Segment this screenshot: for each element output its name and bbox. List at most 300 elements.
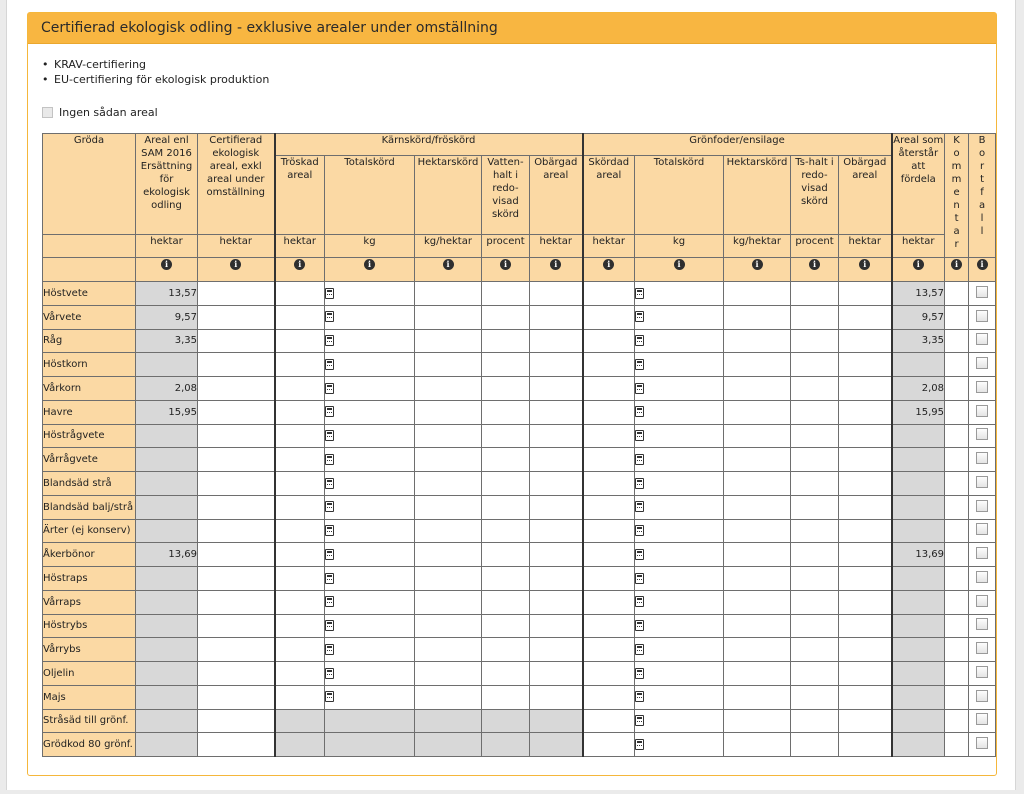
k-vattenhalt-input[interactable]	[482, 567, 530, 591]
g-hektarskord-input[interactable]	[724, 567, 791, 591]
g-totalskord-input[interactable]	[635, 709, 724, 733]
g-tshalt-input[interactable]	[791, 400, 839, 424]
k-vattenhalt-input[interactable]	[482, 305, 530, 329]
k-hektarskord-input[interactable]	[415, 282, 482, 306]
g-totalskord-input[interactable]	[635, 448, 724, 472]
g-skordad-input[interactable]	[583, 377, 635, 401]
k-troskad-input[interactable]	[275, 590, 325, 614]
cert-areal-input[interactable]	[198, 519, 275, 543]
g-hektarskord-input[interactable]	[724, 638, 791, 662]
k-obargad-input[interactable]	[530, 472, 583, 496]
calculator-icon[interactable]	[635, 573, 644, 584]
kommentar-input[interactable]	[945, 662, 969, 686]
g-hektarskord-input[interactable]	[724, 329, 791, 353]
k-hektarskord-input[interactable]	[415, 377, 482, 401]
g-hektarskord-input[interactable]	[724, 353, 791, 377]
g-totalskord-input[interactable]	[635, 590, 724, 614]
k-troskad-input[interactable]	[275, 543, 325, 567]
k-totalskord-input[interactable]	[325, 519, 415, 543]
g-totalskord-input[interactable]	[635, 495, 724, 519]
g-hektarskord-input[interactable]	[724, 448, 791, 472]
info-icon[interactable]: i	[951, 259, 962, 270]
k-vattenhalt-input[interactable]	[482, 400, 530, 424]
k-hektarskord-input[interactable]	[415, 567, 482, 591]
kommentar-input[interactable]	[945, 353, 969, 377]
bortfall-cell[interactable]	[969, 329, 996, 353]
g-obargad-input[interactable]	[839, 567, 892, 591]
k-obargad-input[interactable]	[530, 638, 583, 662]
bortfall-cell[interactable]	[969, 543, 996, 567]
info-icon[interactable]: i	[161, 259, 172, 270]
g-skordad-input[interactable]	[583, 638, 635, 662]
calculator-icon[interactable]	[635, 478, 644, 489]
g-obargad-input[interactable]	[839, 519, 892, 543]
k-totalskord-input[interactable]	[325, 282, 415, 306]
g-totalskord-input[interactable]	[635, 614, 724, 638]
cert-areal-input[interactable]	[198, 495, 275, 519]
k-troskad-input[interactable]	[275, 305, 325, 329]
kommentar-input[interactable]	[945, 733, 969, 757]
g-tshalt-input[interactable]	[791, 733, 839, 757]
g-totalskord-input[interactable]	[635, 685, 724, 709]
calculator-icon[interactable]	[325, 525, 334, 536]
g-skordad-input[interactable]	[583, 685, 635, 709]
g-totalskord-input[interactable]	[635, 543, 724, 567]
g-skordad-input[interactable]	[583, 614, 635, 638]
g-obargad-input[interactable]	[839, 400, 892, 424]
info-icon[interactable]: i	[294, 259, 305, 270]
bortfall-checkbox[interactable]	[976, 286, 988, 298]
k-troskad-input[interactable]	[275, 448, 325, 472]
kommentar-input[interactable]	[945, 305, 969, 329]
k-obargad-input[interactable]	[530, 614, 583, 638]
bortfall-cell[interactable]	[969, 614, 996, 638]
g-tshalt-input[interactable]	[791, 472, 839, 496]
calculator-icon[interactable]	[635, 501, 644, 512]
k-hektarskord-input[interactable]	[415, 472, 482, 496]
k-vattenhalt-input[interactable]	[482, 638, 530, 662]
g-totalskord-input[interactable]	[635, 638, 724, 662]
k-hektarskord-input[interactable]	[415, 400, 482, 424]
g-skordad-input[interactable]	[583, 733, 635, 757]
k-obargad-input[interactable]	[530, 519, 583, 543]
k-obargad-input[interactable]	[530, 282, 583, 306]
g-obargad-input[interactable]	[839, 448, 892, 472]
calculator-icon[interactable]	[635, 406, 644, 417]
g-skordad-input[interactable]	[583, 543, 635, 567]
k-troskad-input[interactable]	[275, 495, 325, 519]
calculator-icon[interactable]	[325, 573, 334, 584]
k-hektarskord-input[interactable]	[415, 424, 482, 448]
g-hektarskord-input[interactable]	[724, 590, 791, 614]
g-tshalt-input[interactable]	[791, 424, 839, 448]
cert-areal-input[interactable]	[198, 543, 275, 567]
g-totalskord-input[interactable]	[635, 400, 724, 424]
calculator-icon[interactable]	[635, 383, 644, 394]
k-troskad-input[interactable]	[275, 282, 325, 306]
kommentar-input[interactable]	[945, 377, 969, 401]
calculator-icon[interactable]	[635, 359, 644, 370]
calculator-icon[interactable]	[325, 596, 334, 607]
kommentar-input[interactable]	[945, 448, 969, 472]
bortfall-checkbox[interactable]	[976, 357, 988, 369]
calculator-icon[interactable]	[635, 715, 644, 726]
k-totalskord-input[interactable]	[325, 329, 415, 353]
calculator-icon[interactable]	[635, 596, 644, 607]
g-obargad-input[interactable]	[839, 733, 892, 757]
k-obargad-input[interactable]	[530, 329, 583, 353]
k-vattenhalt-input[interactable]	[482, 519, 530, 543]
g-obargad-input[interactable]	[839, 353, 892, 377]
g-skordad-input[interactable]	[583, 662, 635, 686]
g-tshalt-input[interactable]	[791, 519, 839, 543]
calculator-icon[interactable]	[635, 525, 644, 536]
bortfall-checkbox[interactable]	[976, 618, 988, 630]
g-hektarskord-input[interactable]	[724, 424, 791, 448]
kommentar-input[interactable]	[945, 685, 969, 709]
k-troskad-input[interactable]	[275, 377, 325, 401]
bortfall-checkbox[interactable]	[976, 666, 988, 678]
bortfall-cell[interactable]	[969, 495, 996, 519]
bortfall-checkbox[interactable]	[976, 547, 988, 559]
info-icon[interactable]: i	[913, 259, 924, 270]
bortfall-checkbox[interactable]	[976, 500, 988, 512]
g-obargad-input[interactable]	[839, 377, 892, 401]
k-obargad-input[interactable]	[530, 662, 583, 686]
kommentar-input[interactable]	[945, 567, 969, 591]
k-troskad-input[interactable]	[275, 567, 325, 591]
cert-areal-input[interactable]	[198, 709, 275, 733]
calculator-icon[interactable]	[635, 430, 644, 441]
cert-areal-input[interactable]	[198, 329, 275, 353]
calculator-icon[interactable]	[635, 644, 644, 655]
bortfall-cell[interactable]	[969, 400, 996, 424]
g-obargad-input[interactable]	[839, 472, 892, 496]
calculator-icon[interactable]	[325, 454, 334, 465]
cert-areal-input[interactable]	[198, 353, 275, 377]
k-obargad-input[interactable]	[530, 567, 583, 591]
cert-areal-input[interactable]	[198, 305, 275, 329]
g-hektarskord-input[interactable]	[724, 472, 791, 496]
k-totalskord-input[interactable]	[325, 400, 415, 424]
bortfall-cell[interactable]	[969, 519, 996, 543]
kommentar-input[interactable]	[945, 543, 969, 567]
k-totalskord-input[interactable]	[325, 590, 415, 614]
g-tshalt-input[interactable]	[791, 329, 839, 353]
cert-areal-input[interactable]	[198, 400, 275, 424]
k-troskad-input[interactable]	[275, 614, 325, 638]
cert-areal-input[interactable]	[198, 685, 275, 709]
bortfall-checkbox[interactable]	[976, 428, 988, 440]
g-tshalt-input[interactable]	[791, 377, 839, 401]
bortfall-checkbox[interactable]	[976, 405, 988, 417]
bortfall-checkbox[interactable]	[976, 452, 988, 464]
k-hektarskord-input[interactable]	[415, 662, 482, 686]
bortfall-checkbox[interactable]	[976, 713, 988, 725]
calculator-icon[interactable]	[635, 668, 644, 679]
calculator-icon[interactable]	[635, 335, 644, 346]
g-obargad-input[interactable]	[839, 685, 892, 709]
bortfall-checkbox[interactable]	[976, 333, 988, 345]
k-totalskord-input[interactable]	[325, 662, 415, 686]
cert-areal-input[interactable]	[198, 567, 275, 591]
g-obargad-input[interactable]	[839, 543, 892, 567]
k-hektarskord-input[interactable]	[415, 543, 482, 567]
bortfall-cell[interactable]	[969, 472, 996, 496]
bortfall-cell[interactable]	[969, 353, 996, 377]
info-icon[interactable]: i	[550, 259, 561, 270]
k-hektarskord-input[interactable]	[415, 329, 482, 353]
g-skordad-input[interactable]	[583, 519, 635, 543]
g-skordad-input[interactable]	[583, 329, 635, 353]
g-hektarskord-input[interactable]	[724, 709, 791, 733]
kommentar-input[interactable]	[945, 590, 969, 614]
bortfall-checkbox[interactable]	[976, 523, 988, 535]
g-totalskord-input[interactable]	[635, 472, 724, 496]
bortfall-cell[interactable]	[969, 448, 996, 472]
kommentar-input[interactable]	[945, 329, 969, 353]
k-troskad-input[interactable]	[275, 662, 325, 686]
g-skordad-input[interactable]	[583, 448, 635, 472]
g-totalskord-input[interactable]	[635, 329, 724, 353]
g-totalskord-input[interactable]	[635, 519, 724, 543]
bortfall-cell[interactable]	[969, 685, 996, 709]
g-obargad-input[interactable]	[839, 638, 892, 662]
calculator-icon[interactable]	[325, 430, 334, 441]
k-totalskord-input[interactable]	[325, 567, 415, 591]
g-tshalt-input[interactable]	[791, 685, 839, 709]
calculator-icon[interactable]	[325, 501, 334, 512]
g-tshalt-input[interactable]	[791, 709, 839, 733]
bortfall-checkbox[interactable]	[976, 642, 988, 654]
bortfall-cell[interactable]	[969, 282, 996, 306]
g-skordad-input[interactable]	[583, 495, 635, 519]
k-totalskord-input[interactable]	[325, 685, 415, 709]
g-obargad-input[interactable]	[839, 709, 892, 733]
g-totalskord-input[interactable]	[635, 305, 724, 329]
calculator-icon[interactable]	[325, 549, 334, 560]
calculator-icon[interactable]	[325, 620, 334, 631]
bortfall-cell[interactable]	[969, 377, 996, 401]
k-troskad-input[interactable]	[275, 424, 325, 448]
g-hektarskord-input[interactable]	[724, 614, 791, 638]
bortfall-checkbox[interactable]	[976, 381, 988, 393]
bortfall-checkbox[interactable]	[976, 595, 988, 607]
k-vattenhalt-input[interactable]	[482, 329, 530, 353]
bortfall-cell[interactable]	[969, 567, 996, 591]
bortfall-checkbox[interactable]	[976, 310, 988, 322]
g-tshalt-input[interactable]	[791, 590, 839, 614]
calculator-icon[interactable]	[325, 644, 334, 655]
g-hektarskord-input[interactable]	[724, 662, 791, 686]
cert-areal-input[interactable]	[198, 448, 275, 472]
k-hektarskord-input[interactable]	[415, 305, 482, 329]
k-obargad-input[interactable]	[530, 685, 583, 709]
calculator-icon[interactable]	[635, 311, 644, 322]
g-obargad-input[interactable]	[839, 662, 892, 686]
g-totalskord-input[interactable]	[635, 733, 724, 757]
bortfall-checkbox[interactable]	[976, 690, 988, 702]
info-icon[interactable]: i	[859, 259, 870, 270]
k-totalskord-input[interactable]	[325, 638, 415, 662]
cert-areal-input[interactable]	[198, 424, 275, 448]
calculator-icon[interactable]	[325, 406, 334, 417]
k-totalskord-input[interactable]	[325, 424, 415, 448]
k-troskad-input[interactable]	[275, 519, 325, 543]
info-icon[interactable]: i	[443, 259, 454, 270]
cert-areal-input[interactable]	[198, 662, 275, 686]
g-skordad-input[interactable]	[583, 709, 635, 733]
no-area-checkbox-row[interactable]	[42, 105, 158, 119]
k-obargad-input[interactable]	[530, 353, 583, 377]
g-hektarskord-input[interactable]	[724, 305, 791, 329]
bortfall-cell[interactable]	[969, 305, 996, 329]
k-obargad-input[interactable]	[530, 377, 583, 401]
g-tshalt-input[interactable]	[791, 448, 839, 472]
k-obargad-input[interactable]	[530, 495, 583, 519]
k-hektarskord-input[interactable]	[415, 448, 482, 472]
calculator-icon[interactable]	[325, 359, 334, 370]
g-skordad-input[interactable]	[583, 353, 635, 377]
g-tshalt-input[interactable]	[791, 305, 839, 329]
info-icon[interactable]: i	[674, 259, 685, 270]
k-vattenhalt-input[interactable]	[482, 685, 530, 709]
k-vattenhalt-input[interactable]	[482, 590, 530, 614]
k-hektarskord-input[interactable]	[415, 638, 482, 662]
g-hektarskord-input[interactable]	[724, 519, 791, 543]
g-hektarskord-input[interactable]	[724, 495, 791, 519]
calculator-icon[interactable]	[635, 620, 644, 631]
info-icon[interactable]: i	[230, 259, 241, 270]
g-totalskord-input[interactable]	[635, 662, 724, 686]
bortfall-cell[interactable]	[969, 662, 996, 686]
no-area-checkbox[interactable]	[42, 107, 53, 118]
g-hektarskord-input[interactable]	[724, 377, 791, 401]
cert-areal-input[interactable]	[198, 282, 275, 306]
g-skordad-input[interactable]	[583, 424, 635, 448]
k-hektarskord-input[interactable]	[415, 614, 482, 638]
k-totalskord-input[interactable]	[325, 353, 415, 377]
k-totalskord-input[interactable]	[325, 377, 415, 401]
calculator-icon[interactable]	[325, 383, 334, 394]
calculator-icon[interactable]	[635, 549, 644, 560]
k-vattenhalt-input[interactable]	[482, 495, 530, 519]
g-hektarskord-input[interactable]	[724, 400, 791, 424]
g-tshalt-input[interactable]	[791, 567, 839, 591]
k-troskad-input[interactable]	[275, 353, 325, 377]
k-obargad-input[interactable]	[530, 590, 583, 614]
k-vattenhalt-input[interactable]	[482, 662, 530, 686]
k-vattenhalt-input[interactable]	[482, 353, 530, 377]
k-vattenhalt-input[interactable]	[482, 472, 530, 496]
k-totalskord-input[interactable]	[325, 448, 415, 472]
g-obargad-input[interactable]	[839, 305, 892, 329]
k-troskad-input[interactable]	[275, 685, 325, 709]
g-obargad-input[interactable]	[839, 495, 892, 519]
cert-areal-input[interactable]	[198, 638, 275, 662]
info-icon[interactable]: i	[364, 259, 375, 270]
g-tshalt-input[interactable]	[791, 638, 839, 662]
info-icon[interactable]: i	[603, 259, 614, 270]
g-totalskord-input[interactable]	[635, 377, 724, 401]
g-hektarskord-input[interactable]	[724, 685, 791, 709]
g-totalskord-input[interactable]	[635, 567, 724, 591]
k-totalskord-input[interactable]	[325, 543, 415, 567]
k-totalskord-input[interactable]	[325, 305, 415, 329]
g-obargad-input[interactable]	[839, 590, 892, 614]
info-icon[interactable]: i	[977, 259, 988, 270]
g-tshalt-input[interactable]	[791, 662, 839, 686]
k-hektarskord-input[interactable]	[415, 495, 482, 519]
k-obargad-input[interactable]	[530, 305, 583, 329]
calculator-icon[interactable]	[635, 288, 644, 299]
k-hektarskord-input[interactable]	[415, 353, 482, 377]
g-skordad-input[interactable]	[583, 282, 635, 306]
cert-areal-input[interactable]	[198, 733, 275, 757]
kommentar-input[interactable]	[945, 472, 969, 496]
info-icon[interactable]: i	[809, 259, 820, 270]
calculator-icon[interactable]	[325, 668, 334, 679]
info-icon[interactable]: i	[500, 259, 511, 270]
k-obargad-input[interactable]	[530, 448, 583, 472]
g-tshalt-input[interactable]	[791, 353, 839, 377]
k-vattenhalt-input[interactable]	[482, 448, 530, 472]
g-hektarskord-input[interactable]	[724, 543, 791, 567]
calculator-icon[interactable]	[325, 288, 334, 299]
g-skordad-input[interactable]	[583, 472, 635, 496]
g-tshalt-input[interactable]	[791, 614, 839, 638]
g-totalskord-input[interactable]	[635, 282, 724, 306]
k-hektarskord-input[interactable]	[415, 519, 482, 543]
g-skordad-input[interactable]	[583, 305, 635, 329]
cert-areal-input[interactable]	[198, 590, 275, 614]
calculator-icon[interactable]	[635, 739, 644, 750]
k-totalskord-input[interactable]	[325, 495, 415, 519]
g-obargad-input[interactable]	[839, 329, 892, 353]
k-vattenhalt-input[interactable]	[482, 424, 530, 448]
k-vattenhalt-input[interactable]	[482, 614, 530, 638]
k-hektarskord-input[interactable]	[415, 590, 482, 614]
k-troskad-input[interactable]	[275, 638, 325, 662]
g-hektarskord-input[interactable]	[724, 733, 791, 757]
g-totalskord-input[interactable]	[635, 424, 724, 448]
k-totalskord-input[interactable]	[325, 614, 415, 638]
g-tshalt-input[interactable]	[791, 495, 839, 519]
bortfall-cell[interactable]	[969, 424, 996, 448]
calculator-icon[interactable]	[325, 311, 334, 322]
k-troskad-input[interactable]	[275, 472, 325, 496]
calculator-icon[interactable]	[635, 691, 644, 702]
bortfall-cell[interactable]	[969, 638, 996, 662]
calculator-icon[interactable]	[635, 454, 644, 465]
calculator-icon[interactable]	[325, 478, 334, 489]
kommentar-input[interactable]	[945, 614, 969, 638]
g-skordad-input[interactable]	[583, 400, 635, 424]
k-hektarskord-input[interactable]	[415, 685, 482, 709]
bortfall-checkbox[interactable]	[976, 737, 988, 749]
bortfall-cell[interactable]	[969, 590, 996, 614]
calculator-icon[interactable]	[325, 335, 334, 346]
bortfall-checkbox[interactable]	[976, 476, 988, 488]
kommentar-input[interactable]	[945, 519, 969, 543]
g-totalskord-input[interactable]	[635, 353, 724, 377]
kommentar-input[interactable]	[945, 495, 969, 519]
g-hektarskord-input[interactable]	[724, 282, 791, 306]
k-vattenhalt-input[interactable]	[482, 377, 530, 401]
k-obargad-input[interactable]	[530, 400, 583, 424]
kommentar-input[interactable]	[945, 282, 969, 306]
kommentar-input[interactable]	[945, 709, 969, 733]
